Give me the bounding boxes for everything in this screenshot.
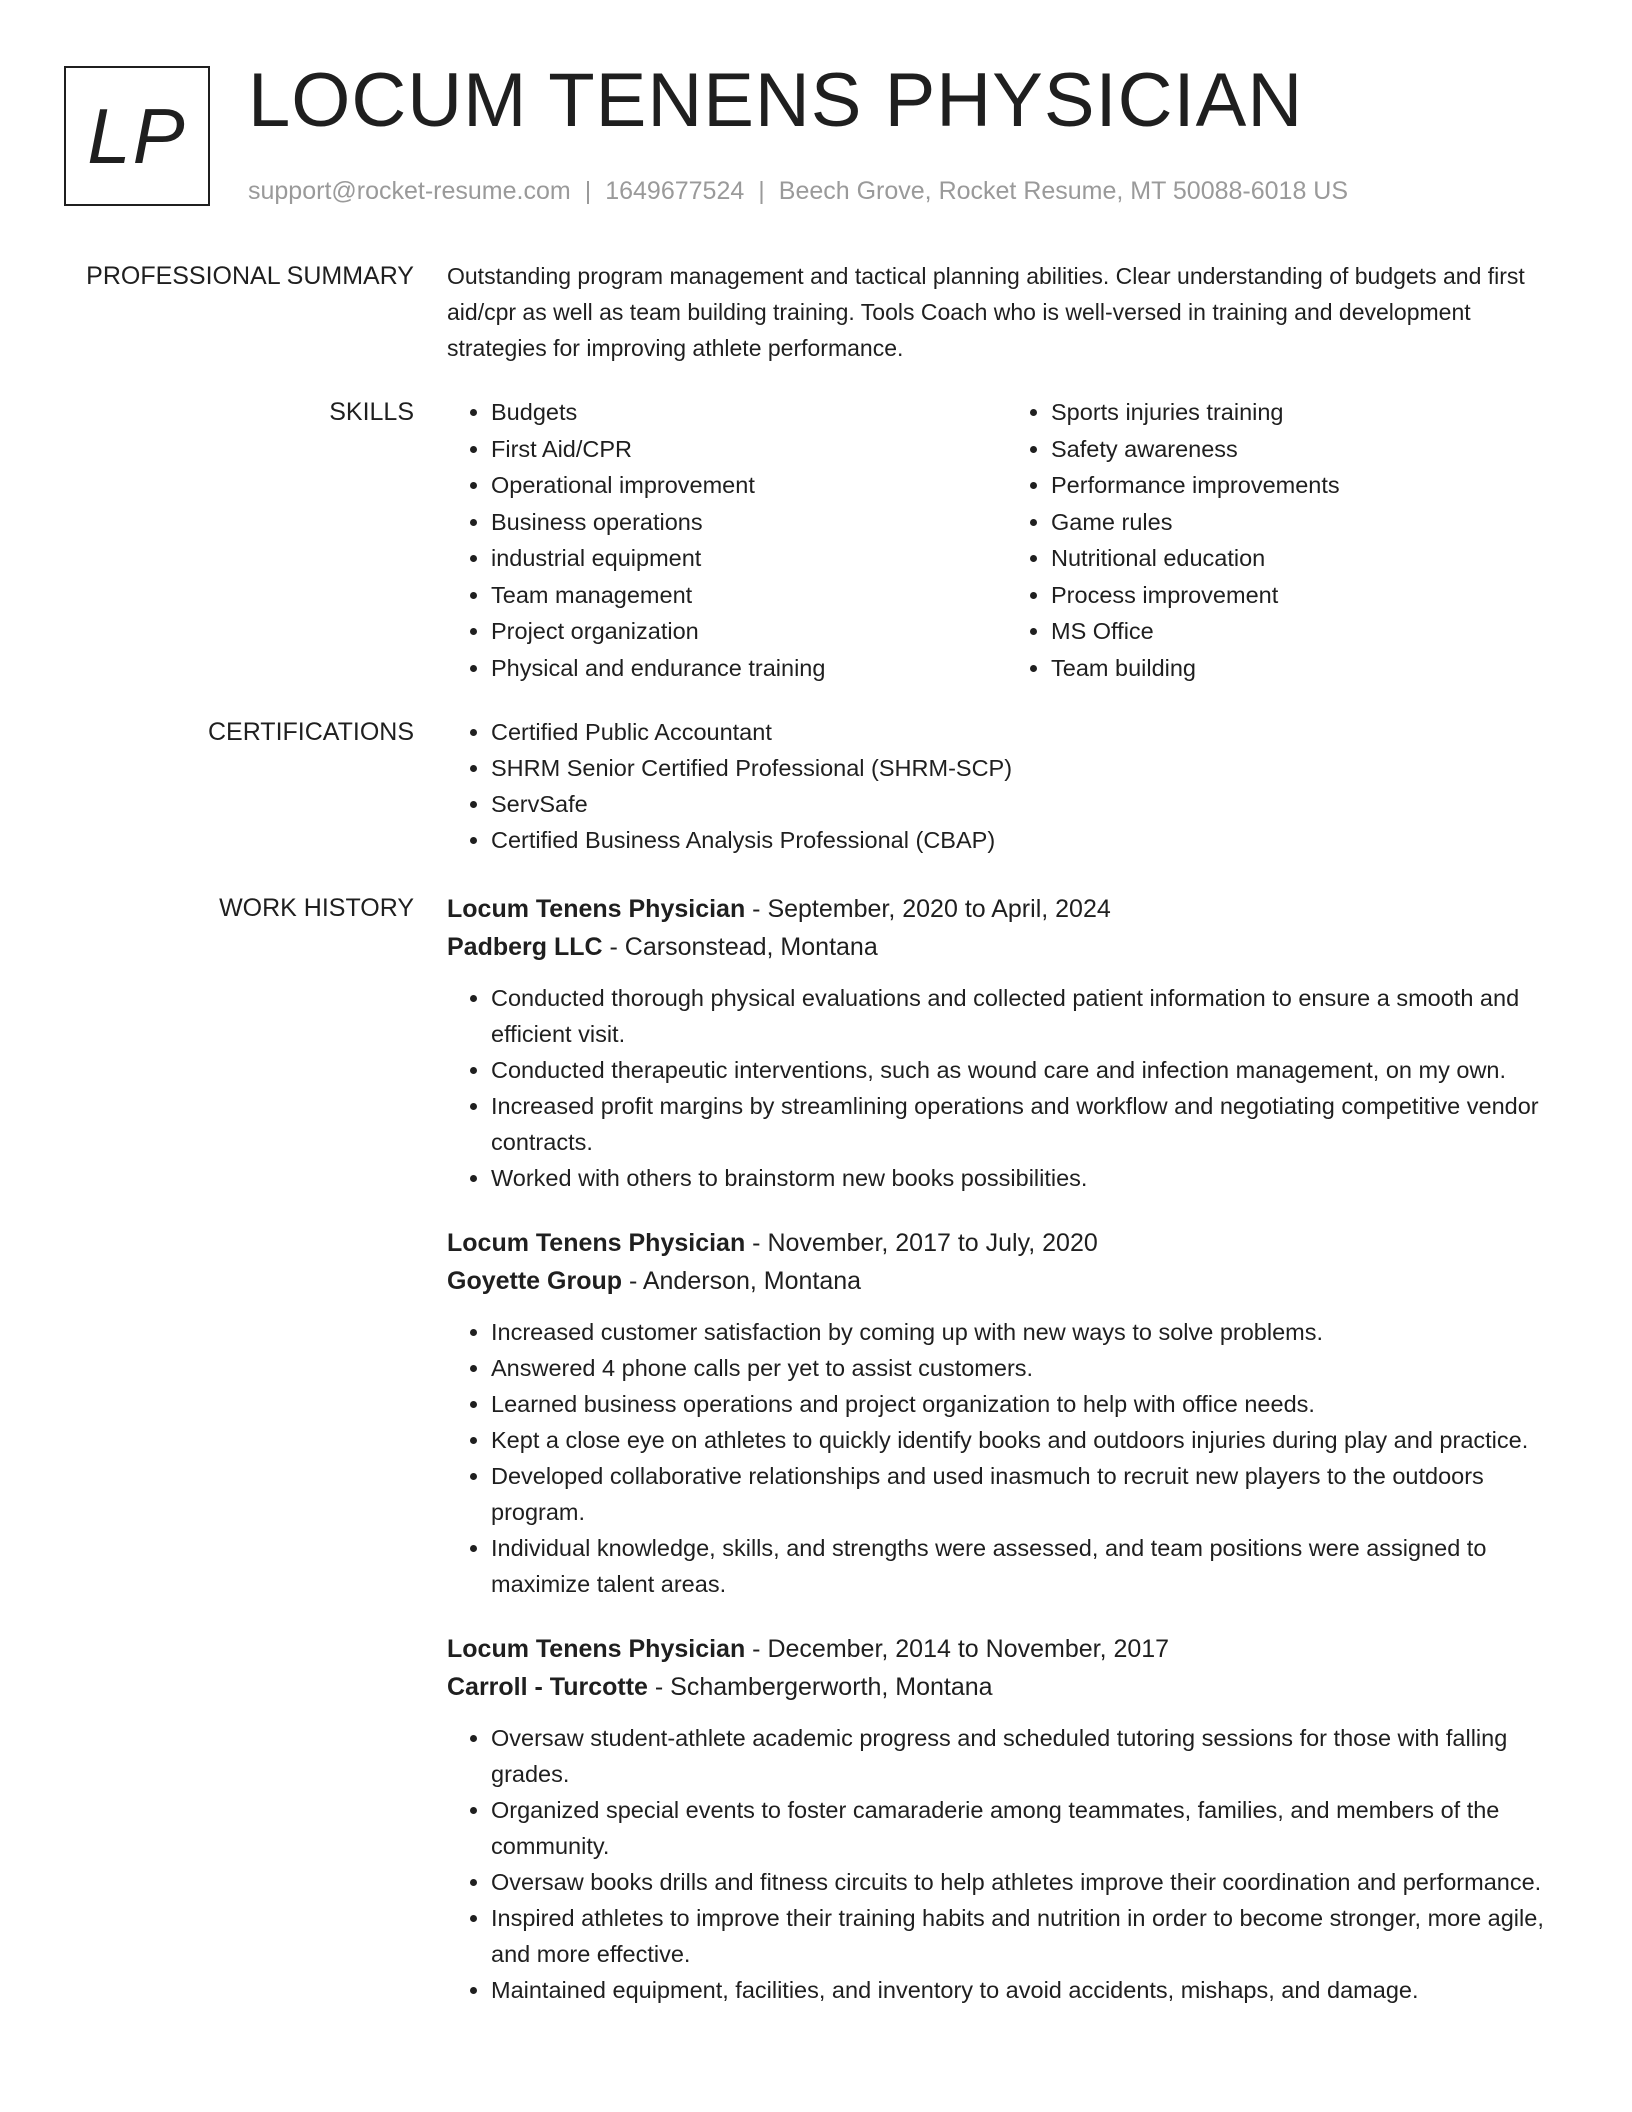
skill-item: • MS Office xyxy=(1051,613,1567,650)
job-bullet: • Kept a close eye on athletes to quickly identify books and outdoors injuries during play and practice. xyxy=(491,1422,1567,1458)
contact-line xyxy=(248,176,1348,206)
job-company-line xyxy=(447,928,1567,966)
job-bullet: • Oversaw student-athlete academic progress and scheduled tutoring sessions for those with falling grades. xyxy=(491,1720,1567,1792)
skill-item: • Nutritional education xyxy=(1051,540,1567,577)
job-title: Locum Tenens Physician xyxy=(447,1635,746,1663)
job-location: - Anderson, Montana xyxy=(622,1267,862,1295)
job-company: Padberg LLC xyxy=(447,933,603,961)
job-company: Carroll - Turcotte xyxy=(447,1673,648,1701)
job-bullets xyxy=(447,1314,1567,1602)
job-company: Goyette Group xyxy=(447,1267,623,1295)
skill-item: • Process improvement xyxy=(1051,577,1567,614)
job-bullet: • Worked with others to brainstorm new books possibilities. xyxy=(491,1160,1567,1196)
job-title: Locum Tenens Physician xyxy=(447,895,746,923)
job-bullet: • Oversaw books drills and fitness circuits to help athletes improve their coordination and performance. xyxy=(491,1864,1567,1900)
job-bullet: • Answered 4 phone calls per yet to assist customers. xyxy=(491,1350,1567,1386)
summary-text: Outstanding program management and tactical planning abilities. Clear understanding of budgets and first aid/cpr as well as team building training. Tools Coach who is well-versed in training and development strategies for improving athlete performance. xyxy=(447,263,1525,361)
job-bullets xyxy=(447,1720,1567,2008)
certification-item: • Certified Business Analysis Professional (CBAP) xyxy=(491,822,1567,858)
job-bullet: • Maintained equipment, facilities, and inventory to avoid accidents, mishaps, and damage. xyxy=(491,1972,1567,2008)
monogram-initials: LP xyxy=(87,91,187,180)
job-bullet: • Inspired athletes to improve their training habits and nutrition in order to become stronger, more agile, and more effective. xyxy=(491,1900,1567,1972)
job-dates: - November, 2017 to July, 2020 xyxy=(745,1229,1098,1257)
summary-label: PROFESSIONAL SUMMARY xyxy=(86,262,414,290)
job-title: Locum Tenens Physician xyxy=(447,1229,746,1257)
contact-email[interactable]: support@rocket-resume.com xyxy=(248,177,571,205)
certification-item: • ServSafe xyxy=(491,786,1567,822)
job-title-line xyxy=(447,1224,1567,1262)
contact-address: Beech Grove, Rocket Resume, MT 50088-6018 US xyxy=(778,177,1349,205)
skill-item: • Budgets xyxy=(491,394,1007,431)
job-bullet: • Learned business operations and project organization to help with office needs. xyxy=(491,1386,1567,1422)
skills-label: SKILLS xyxy=(329,398,414,426)
skill-item: • Physical and endurance training xyxy=(491,650,1007,687)
monogram-box xyxy=(64,66,210,206)
job-dates: - September, 2020 to April, 2024 xyxy=(745,895,1111,923)
job-bullet: • Conducted thorough physical evaluations and collected patient information to ensure a smooth and efficient visit. xyxy=(491,980,1567,1052)
job-location: - Carsonstead, Montana xyxy=(602,933,878,961)
certification-item: • Certified Public Accountant xyxy=(491,714,1567,750)
skill-item: • Performance improvements xyxy=(1051,467,1567,504)
candidate-name: LOCUM TENENS PHYSICIAN xyxy=(248,58,1304,143)
job-location: - Schambergerworth, Montana xyxy=(647,1673,993,1701)
skill-item: • Safety awareness xyxy=(1051,431,1567,468)
certifications-label: CERTIFICATIONS xyxy=(207,718,414,746)
job-entry xyxy=(447,1224,1567,1602)
skill-item: • Team building xyxy=(1051,650,1567,687)
work-history-label: WORK HISTORY xyxy=(219,894,414,922)
job-company-line xyxy=(447,1262,1567,1300)
job-bullet: • Individual knowledge, skills, and strengths were assessed, and team positions were assigned to maximize talent areas. xyxy=(491,1530,1567,1602)
skill-item: • First Aid/CPR xyxy=(491,431,1007,468)
job-title-line xyxy=(447,1630,1567,1668)
skills-list-right xyxy=(1007,394,1567,686)
certification-item: • SHRM Senior Certified Professional (SHRM-SCP) xyxy=(491,750,1567,786)
skills-list-left xyxy=(447,394,1007,686)
certifications-list xyxy=(447,714,1567,858)
job-bullet: • Organized special events to foster camaraderie among teammates, families, and members of the community. xyxy=(491,1792,1567,1864)
skill-item: • Operational improvement xyxy=(491,467,1007,504)
skill-item: • industrial equipment xyxy=(491,540,1007,577)
job-company-line xyxy=(447,1668,1567,1706)
job-bullet: • Increased profit margins by streamlining operations and workflow and negotiating competitive vendor contracts. xyxy=(491,1088,1567,1160)
job-bullet: • Conducted therapeutic interventions, such as wound care and infection management, on my own. xyxy=(491,1052,1567,1088)
skill-item: • Game rules xyxy=(1051,504,1567,541)
job-entry xyxy=(447,890,1567,1196)
contact-separator: | xyxy=(758,177,765,205)
skill-item: • Team management xyxy=(491,577,1007,614)
job-dates: - December, 2014 to November, 2017 xyxy=(745,1635,1170,1663)
skill-item: • Sports injuries training xyxy=(1051,394,1567,431)
contact-phone[interactable]: 1649677524 xyxy=(605,177,745,205)
job-bullet: • Developed collaborative relationships and used inasmuch to recruit new players to the outdoors program. xyxy=(491,1458,1567,1530)
skill-item: • Project organization xyxy=(491,613,1007,650)
contact-separator: | xyxy=(584,177,592,205)
job-bullet: • Increased customer satisfaction by coming up with new ways to solve problems. xyxy=(491,1314,1567,1350)
job-title-line xyxy=(447,890,1567,928)
job-bullets xyxy=(447,980,1567,1196)
job-entry xyxy=(447,1630,1567,2008)
skill-item: • Business operations xyxy=(491,504,1007,541)
